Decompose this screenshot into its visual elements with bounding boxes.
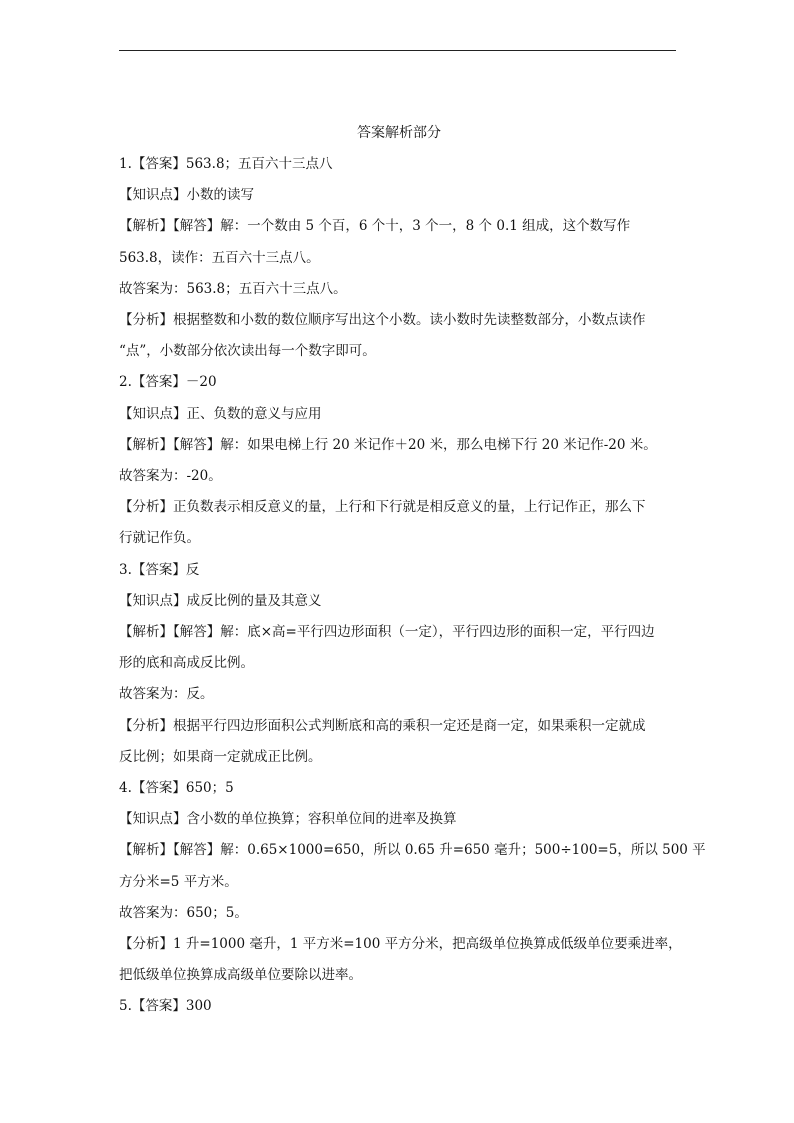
text-line: 故答案为：650；5。: [119, 904, 248, 921]
text-line: 故答案为：-20。: [119, 468, 222, 485]
text-line: 故答案为：563.8；五百六十三点八。: [119, 280, 347, 297]
text-line: 4.【答案】650；5: [119, 780, 234, 797]
document-body: [119, 118, 706, 1023]
text-line: 1.【答案】563.8；五百六十三点八: [119, 156, 333, 172]
text-line: 【知识点】正、负数的意义与应用: [119, 405, 322, 422]
page-title: 答案解析部分: [357, 125, 441, 141]
text-line: 【分析】1 升=1000 毫升，1 平方米=100 平方分米，把高级单位换算成低级单位要乘进率，: [119, 936, 682, 953]
text-line: 把低级单位换算成高级单位要除以进率。: [119, 967, 362, 984]
text-line: 【解析】【解答】解：如果电梯上行 20 米记作＋20 米，那么电梯下行 20 米记作-20 米。: [119, 436, 657, 453]
header-rule: [119, 50, 676, 51]
text-line: 【知识点】含小数的单位换算；容积单位间的进率及换算: [119, 811, 457, 828]
text-line: 【知识点】小数的读写: [119, 187, 254, 204]
text-line: 【分析】根据平行四边形面积公式判断底和高的乘积一定还是商一定，如果乘积一定就成: [119, 717, 646, 734]
text-line: 2.【答案】－20: [119, 374, 217, 391]
text-line: 【解析】【解答】解：底×高=平行四边形面积（一定），平行四边形的面积一定，平行四边: [119, 624, 655, 641]
text-line: “点”，小数部分依次读出每一个数字即可。: [119, 343, 376, 360]
text-line: 故答案为：反。: [119, 686, 214, 703]
text-line: 【解析】【解答】解：0.65×1000=650，所以 0.65 升=650 毫升；500÷100=5，所以 500 平: [119, 842, 706, 859]
text-line: 形的底和高成反比例。: [119, 655, 254, 672]
text-line: 563.8，读作：五百六十三点八。: [119, 249, 320, 266]
text-line: 行就记作负。: [119, 530, 200, 547]
text-line: 3.【答案】反: [119, 561, 200, 578]
text-line: 【分析】根据整数和小数的数位顺序写出这个小数。读小数时先读整数部分，小数点读作: [119, 312, 646, 329]
text-line: 【解析】【解答】解：一个数由 5 个百，6 个十，3 个一，8 个 0.1 组成，这个数写作: [119, 218, 631, 235]
text-line: 5.【答案】300: [119, 998, 212, 1015]
text-line: 【分析】正负数表示相反意义的量，上行和下行就是相反意义的量，上行记作正，那么下: [119, 499, 646, 516]
text-line: 【知识点】成反比例的量及其意义: [119, 592, 322, 609]
text-line: 反比例；如果商一定就成正比例。: [119, 748, 322, 765]
text-line: 方分米=5 平方米。: [119, 873, 238, 890]
